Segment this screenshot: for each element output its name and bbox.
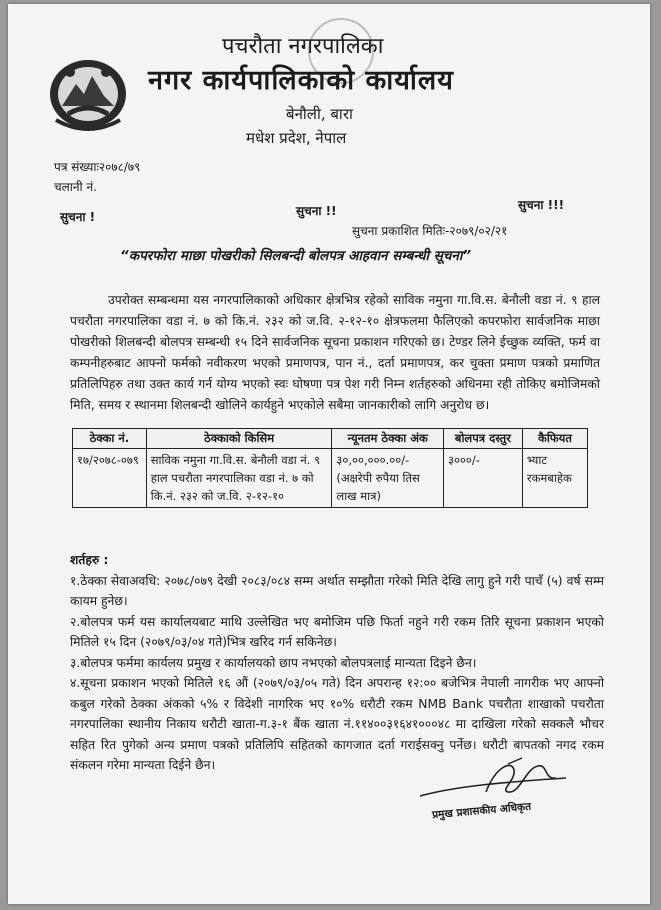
nepal-emblem-icon xyxy=(46,54,130,132)
cell-bid-fee: ३०००/- xyxy=(443,449,522,508)
terms-section xyxy=(70,550,604,776)
table-header-row xyxy=(73,429,588,449)
tender-table xyxy=(72,428,588,508)
office-title: नगर कार्यपालिकाको कार्यालय xyxy=(148,65,454,96)
term-item-3: ३.बोलपत्र फर्ममा कार्यलय प्रमुख र कार्यालयको छाप नभएको बोलपत्रलाई मान्यता दिइने छैन। xyxy=(70,655,477,670)
dispatch-number: चलानी नं. xyxy=(54,180,97,194)
amount-in-words: (अक्षरेपी रुपैया तिस लाख मात्र) xyxy=(336,471,420,503)
term-item-4: ४.सूचना प्रकाशन भएको मितिले १६ औं (२०७९/०३/०५ गते) दिन अपरान्ह १२:०० बजेभित्र नेपाली नागरीक भए आफ्नो कबुल गरेको ठेक्का अंकको ५% र विदेशी नागरिक भए १०% धरौटी रकम NMB Bank पचरौता शाखाको पचरौता नगरपालिका स्थानीय निकाय धरौटी खाता-ग.३-१ बैंक खाता नं.११४००३१६४१०००४८ मा दाखिला गरेको सक्कलै भौचर सहित रित पुगेको अन्य प्रमाण पत्रको प्रतिलिपि सहितको कागजात दर्ता गराईसक्नु पर्नेछ। धरौटी बापतको नगद रकम संकलन गरेमा मान्यता दिईने छैन। xyxy=(70,676,604,772)
header-contract-no: ठेक्का नं. xyxy=(73,429,147,449)
amount-figure: ३०,००,०००.००/- xyxy=(336,453,410,467)
notice-subject: “कपरफोरा माछा पोखरीको सिलबन्दी बोलपत्र आहवान सम्बन्धी सूचना” xyxy=(120,248,472,264)
signature-mark xyxy=(416,756,586,806)
cell-contract-no: १७/२०७८-०७९ xyxy=(73,449,147,508)
notice-page xyxy=(8,4,650,904)
cell-contract-type: साविक नमुना गा.वि.स. बेनौली वडा नं. ९ हाल पचरौता नगरपालिका वडा नं. ७ को कि.नं. २३२ को ज.वि. २-१२-१० xyxy=(146,449,332,508)
municipality-name: पचरौता नगरपालिका xyxy=(222,34,384,59)
notice-label-2: सुचना !! xyxy=(296,204,337,218)
letter-reference-number: पत्र संख्याः२०७८/७९ xyxy=(54,160,141,174)
table-row xyxy=(73,449,588,508)
term-item-1: १.ठेक्का सेवाअवधि: २०७८/०७९ देखी २०८३/०८४ सम्म अर्थात सम्झौता गरेको मिति देखि लागु हुने गरी पाचँ (५) वर्ष सम्म कायम हुनेछ। xyxy=(70,573,604,608)
office-province: मधेश प्रदेश, नेपाल xyxy=(246,129,347,147)
signer-title: प्रमुख प्रशासकीय अधिकृत xyxy=(431,800,532,822)
office-place: बेनौली, बारा xyxy=(286,105,353,123)
cell-remarks: भ्याट रकमबाहेक xyxy=(522,449,587,508)
notice-body: उपरोक्त सम्बन्धमा यस नगरपालिकाको अधिकार क्षेत्रभित्र रहेको साविक नमुना गा.वि.स. बेनौली वडा नं. ९ हाल पचरौता नगरपालिका वडा नं. ७ को कि.नं. २३२ को ज.वि. २-१२-१० क्षेत्रफलमा फैलिएको कपरफोरा सार्वजनिक माछा पोखरीको शिलबन्दी बोलपत्र सम्बन्धी १५ दिने सार्वजनिक सूचना प्रकाशन गरिएको छ। टेण्डर लिने ईच्छुक व्यक्ति, फर्म वा कम्पनीहरुबाट आफ्नो फर्मको नवीकरण भएको प्रमाणपत्र, पान नं., दर्ता प्रमाणपत्र, कर चुक्ता प्रमाण पत्रको प्रमाणित प्रतिलिपिहरु तथा उक्त कार्य गर्न योग्य भएको स्वः घोषणा पत्र पेश गरी निम्न शर्तहरुको अधिनमा रही तोकिए बमोजिमको मिति, समय र स्थानमा शिलबन्दी खोलिने कार्यहुने भएकोले सबैमा जानकारीको लागि अनुरोध छ। xyxy=(70,293,600,412)
term-item-2: २.बोलपत्र फर्म यस कार्यालयबाट माथि उल्लेखित भए बमोजिम पछि फिर्ता नहुने गरी रकम तिरि सूचना प्रकाशन भएको मितिले १५ दिन (२०७९/०३/०४ गते)भित्र खरिद गर्न सकिनेछ। xyxy=(70,614,604,649)
header-bid-fee: बोलपत्र दस्तुर xyxy=(443,429,522,449)
notice-label-3: सुचना !!! xyxy=(518,198,565,212)
terms-heading: शर्तहरु : xyxy=(70,553,109,567)
notice-label-1: सुचना ! xyxy=(60,210,96,224)
header-remarks: कैफियत xyxy=(522,429,587,449)
header-contract-type: ठेक्काको किसिम xyxy=(146,429,332,449)
header-minimum-amount: न्यूनतम ठेक्का अंक xyxy=(332,429,444,449)
cell-minimum-amount xyxy=(332,449,444,508)
publish-date: सुचना प्रकाशित मितिः-२०७९/०२/२१ xyxy=(352,224,508,238)
